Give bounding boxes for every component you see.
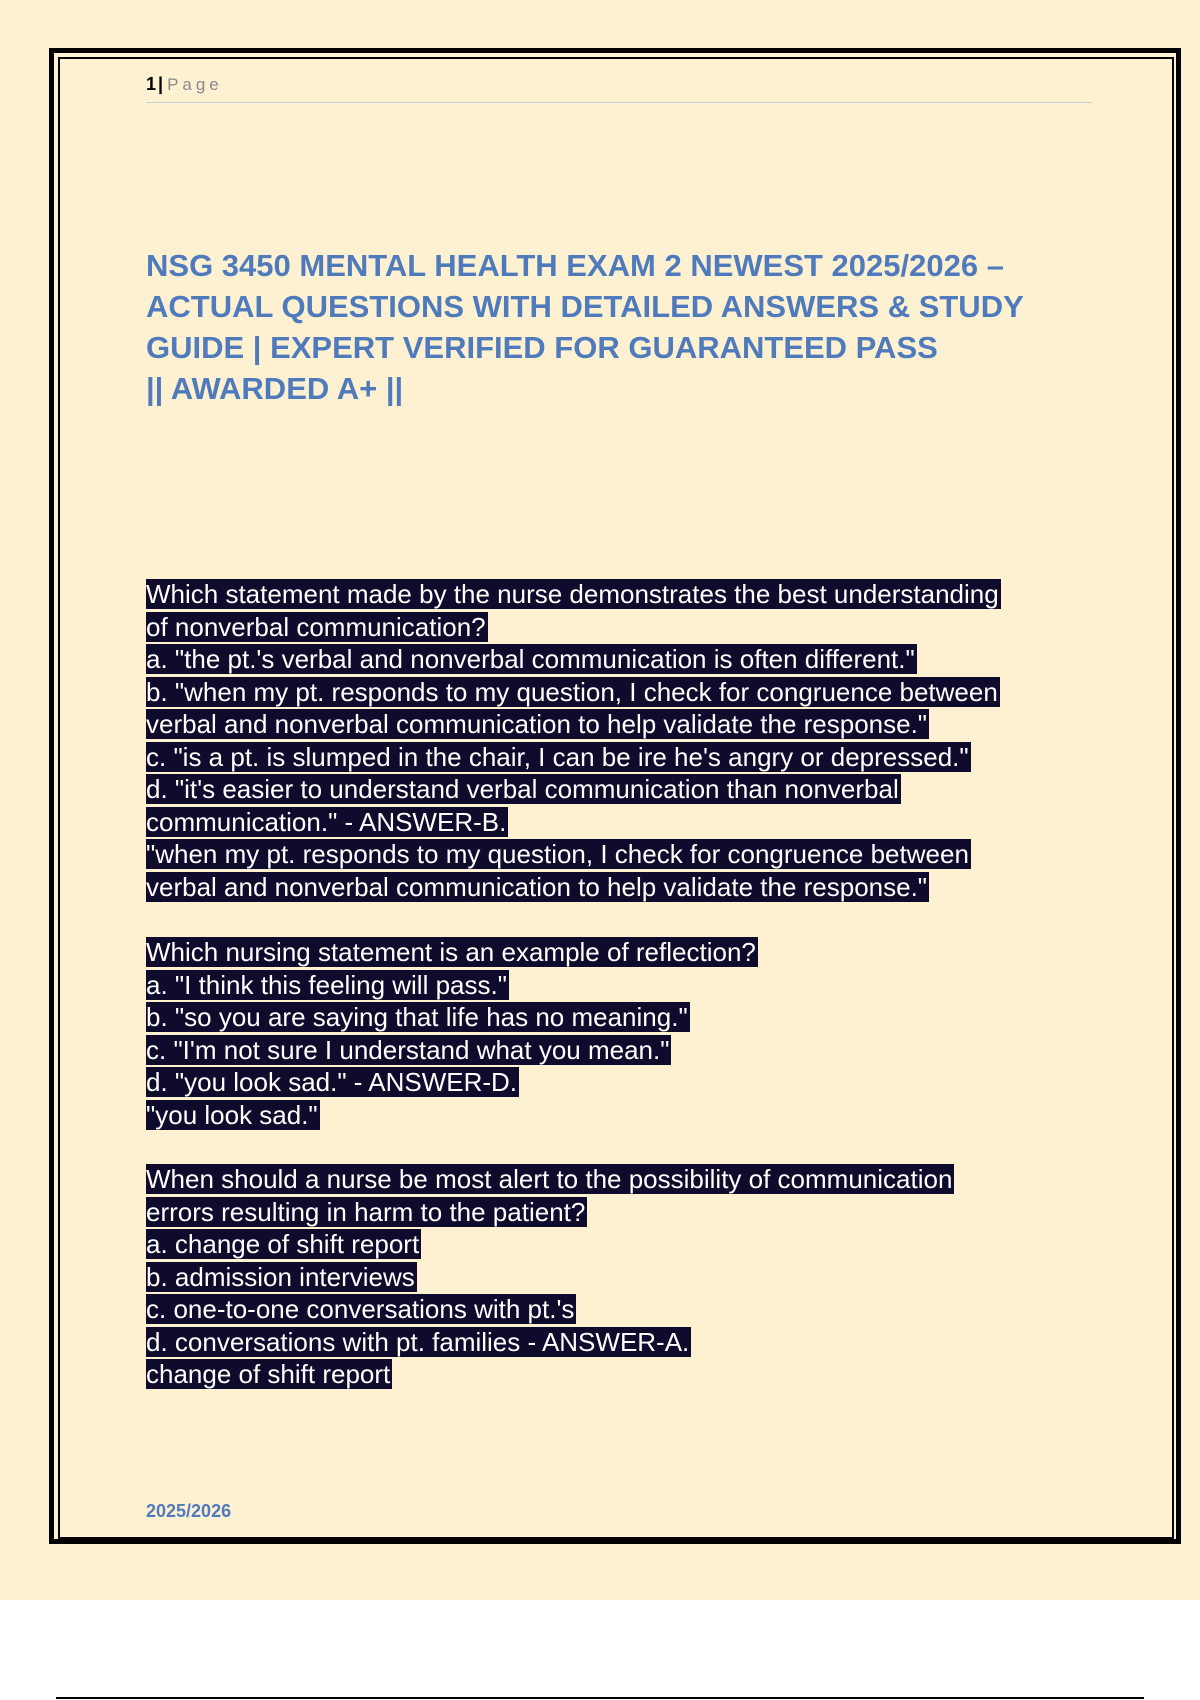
question-block-3 <box>146 1163 1106 1391</box>
question-line: errors resulting in harm to the patient? <box>146 1196 586 1227</box>
answer-key: d. conversations with pt. families - ANSWER-A. <box>146 1326 690 1357</box>
answer-option: verbal and nonverbal communication to help validate the response." <box>146 709 928 739</box>
question-line: Which statement made by the nurse demonstrates the best understanding <box>146 579 999 609</box>
question-line: of nonverbal communication? <box>146 611 486 642</box>
answer-key: communication." - ANSWER-B. <box>146 806 507 837</box>
answer-option: c. "is a pt. is slumped in the chair, I can be ire he's angry or depressed." <box>146 741 969 772</box>
question-line: When should a nurse be most alert to the possibility of communication <box>146 1164 953 1194</box>
title-line: || AWARDED A+ || <box>146 371 404 406</box>
document-title <box>146 245 1106 409</box>
question-block-1 <box>146 578 1106 903</box>
answer-option: d. "it's easier to understand verbal communication than nonverbal <box>146 774 899 804</box>
answer-key: d. "you look sad." - ANSWER-D. <box>146 1067 518 1097</box>
answer-option: a. change of shift report <box>146 1229 420 1259</box>
question-block-2 <box>146 936 1106 1131</box>
page-number: 1 <box>146 74 157 94</box>
answer-option: b. "when my pt. responds to my question, I check for congruence between <box>146 676 998 707</box>
answer-option: b. "so you are saying that life has no meaning." <box>146 1002 688 1032</box>
bottom-divider <box>56 1697 1144 1699</box>
answer-text: "you look sad." <box>146 1099 318 1130</box>
answer-text: change of shift report <box>146 1359 391 1389</box>
answer-option: b. admission interviews <box>146 1261 415 1292</box>
answer-option: a. "I think this feeling will pass." <box>146 969 507 1000</box>
footer-year: 2025/2026 <box>146 1501 232 1521</box>
answer-text: verbal and nonverbal communication to help validate the response." <box>146 871 928 902</box>
title-line: NSG 3450 MENTAL HEALTH EXAM 2 NEWEST 2025/2026 – <box>146 248 1004 283</box>
answer-text: "when my pt. responds to my question, I check for congruence between <box>146 839 969 869</box>
title-line: GUIDE | EXPERT VERIFIED FOR GUARANTEED PASS <box>146 330 938 365</box>
answer-option: c. "I'm not sure I understand what you mean." <box>146 1034 670 1065</box>
answer-option: a. "the pt.'s verbal and nonverbal communication is often different." <box>146 644 915 674</box>
title-line: ACTUAL QUESTIONS WITH DETAILED ANSWERS & STUDY <box>146 289 1024 324</box>
page-separator: | <box>158 74 164 94</box>
page-header <box>146 74 1092 103</box>
answer-option: c. one-to-one conversations with pt.'s <box>146 1294 575 1324</box>
question-line: Which nursing statement is an example of reflection? <box>146 937 756 967</box>
page-label: Page <box>167 75 223 94</box>
